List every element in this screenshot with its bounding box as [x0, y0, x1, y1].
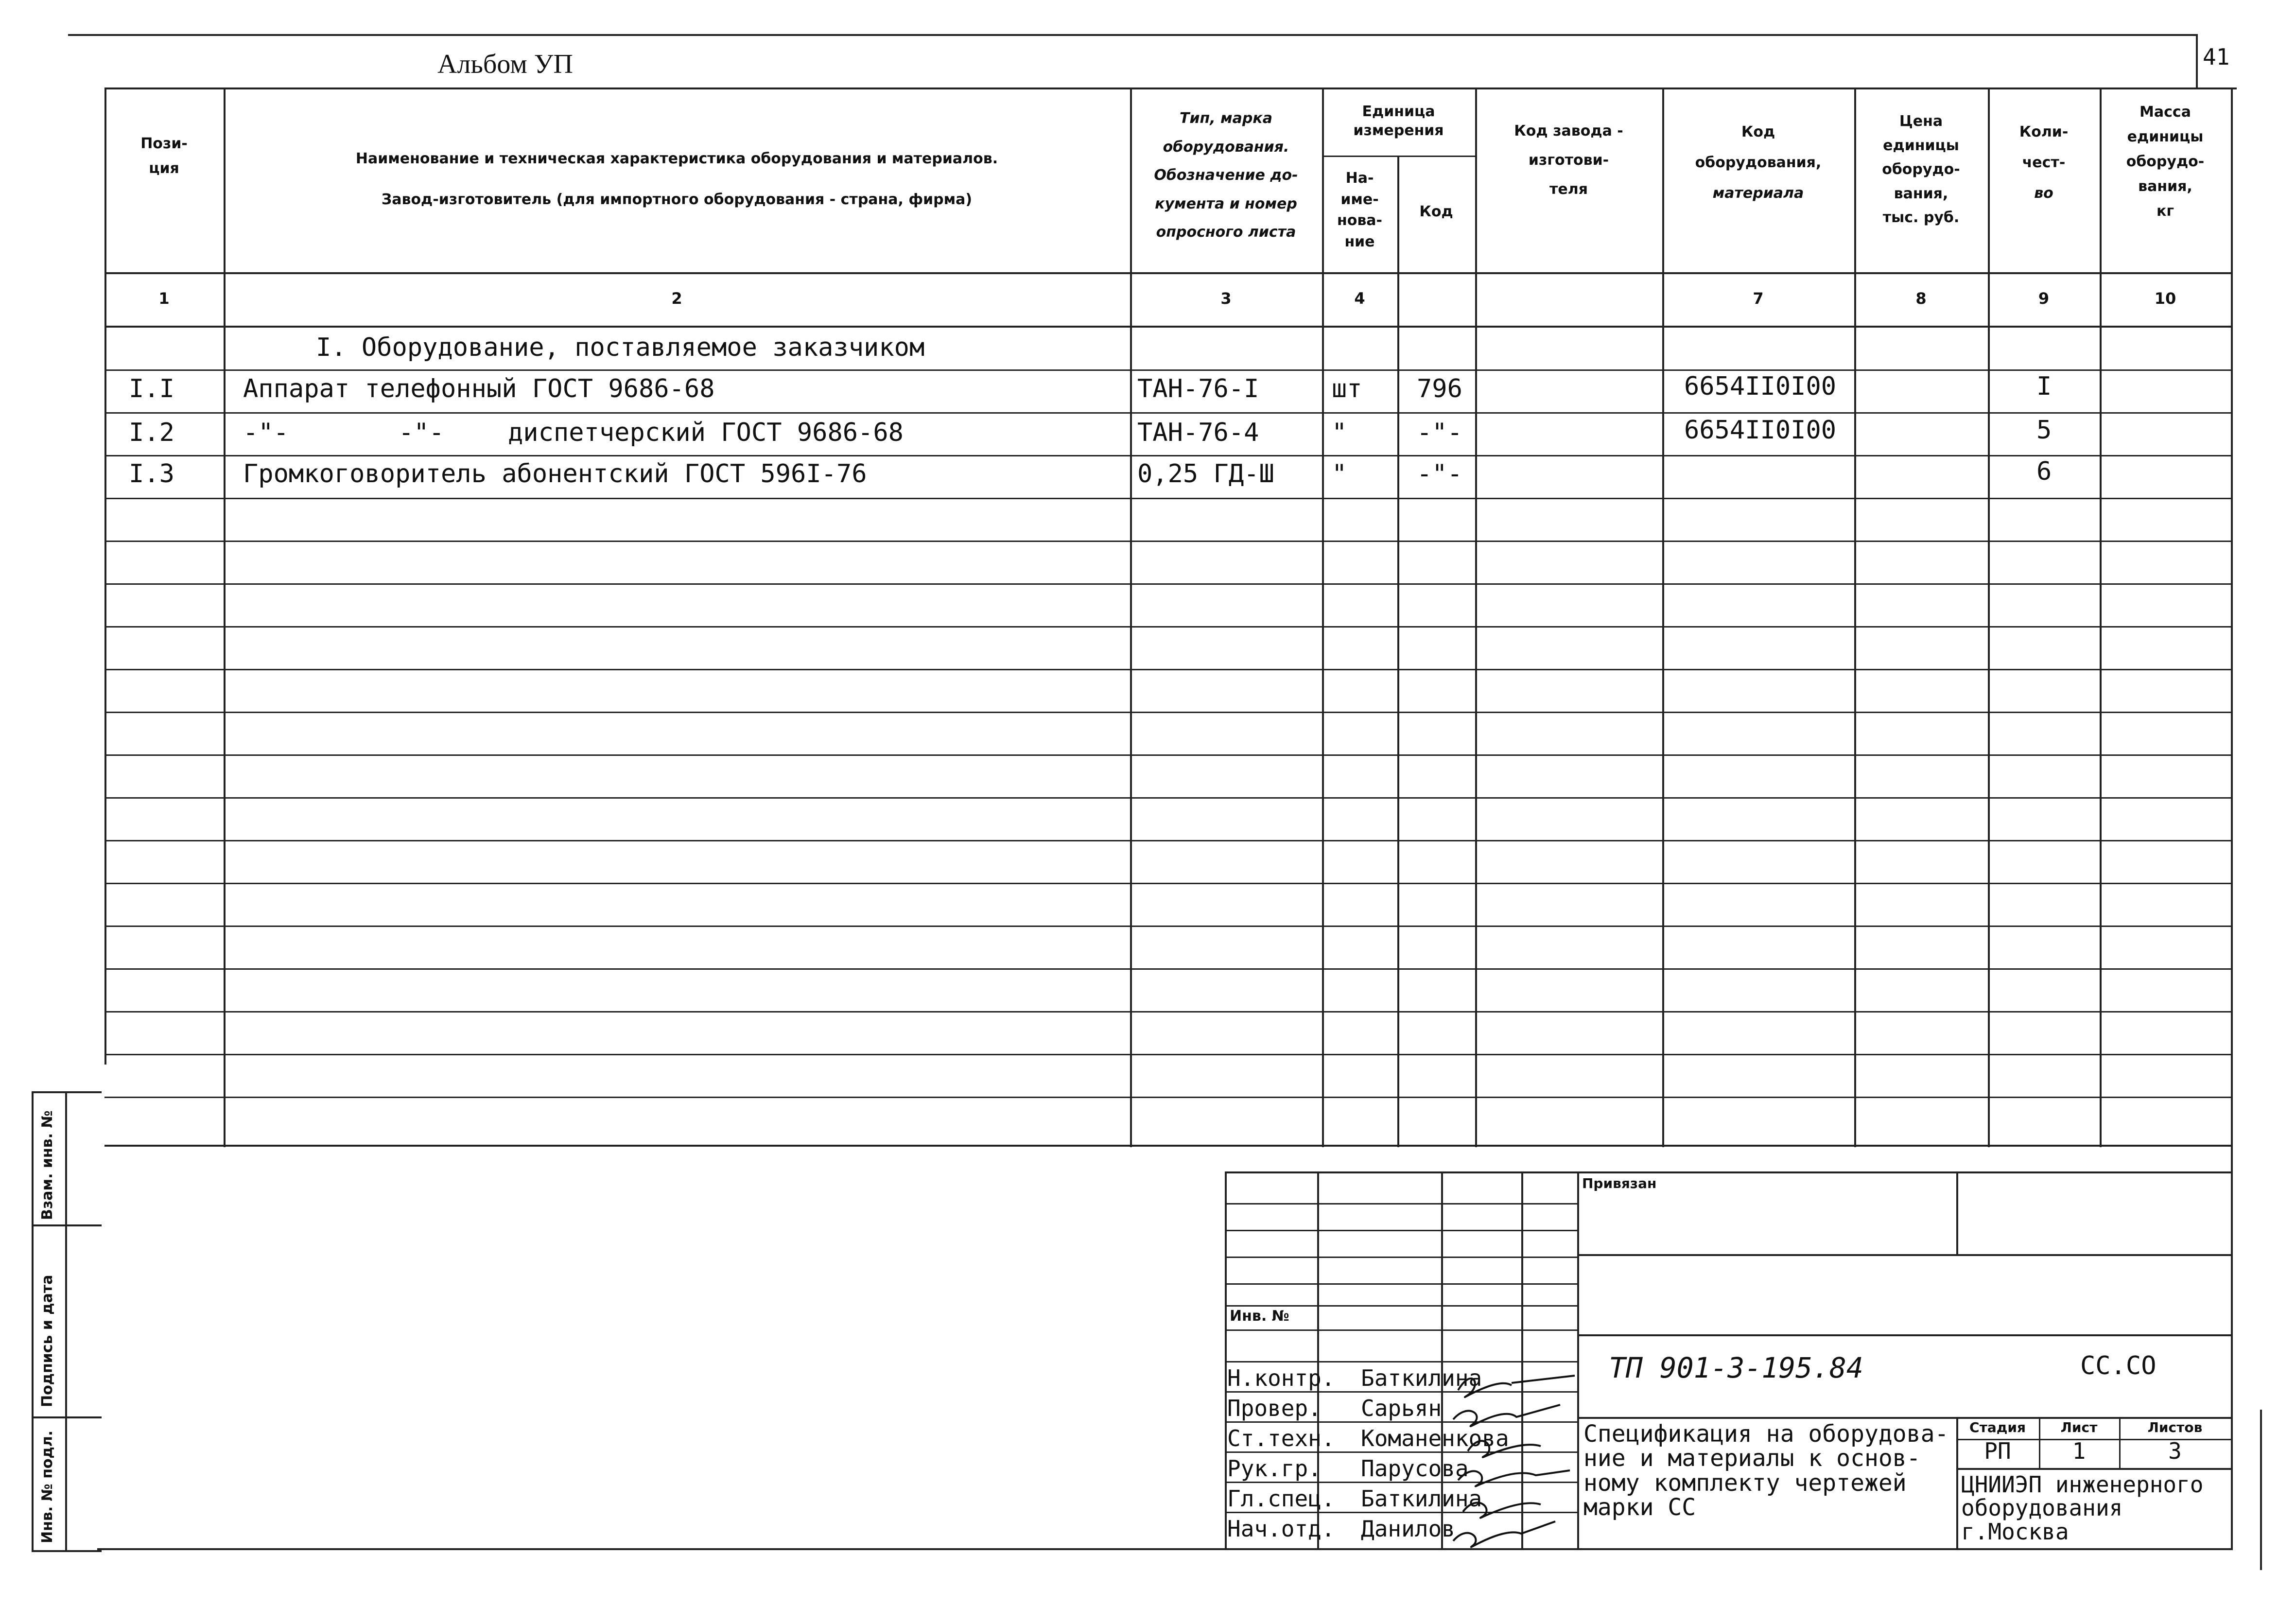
table-row-line	[104, 669, 2231, 670]
row-1-unit-code: 796	[1417, 374, 1462, 403]
frame-top	[104, 87, 2233, 89]
colnum-4: 4	[1354, 289, 1365, 308]
table-bottom-line	[104, 1145, 2231, 1147]
signer-5-role: Гл.спец.	[1227, 1485, 1335, 1512]
signer-3-name: Команенкова	[1361, 1425, 1509, 1451]
row-2-equip-code: 6654II0I00	[1684, 416, 1837, 445]
header-type: Тип, марка оборудования. Обозначение до- кумента и номер опросного листа	[1154, 110, 1298, 241]
side-stamp-vzam-inv: Взам. инв. №	[39, 1110, 56, 1220]
header-unit-group: Единица измерения	[1353, 103, 1444, 139]
colnum-2: 2	[671, 289, 682, 308]
title-block-row-line	[1225, 1283, 1577, 1285]
signer-5-name: Баткилина	[1361, 1485, 1482, 1512]
table-row-line	[104, 455, 2231, 456]
table-row-line	[104, 883, 2231, 884]
signature-scribbles	[1439, 1356, 1584, 1551]
table-row-line	[104, 797, 2231, 799]
col-sep-1	[224, 87, 226, 1147]
table-row-line	[104, 369, 2231, 371]
row-1-equip-code: 6654II0I00	[1684, 372, 1837, 401]
row-3-type: 0,25 ГД-Ш	[1137, 459, 1274, 489]
table-row-line	[104, 498, 2231, 499]
document-code: ТП 901-3-195.84	[1609, 1351, 1863, 1384]
row-2-name: диспетчерский ГОСТ 9686-68	[508, 418, 904, 447]
title-block-top	[1225, 1171, 2231, 1173]
table-row-line	[104, 412, 2231, 414]
row-1-name: Аппарат телефонный ГОСТ 9686-68	[243, 374, 715, 403]
organization: ЦНИИЭП инженерного оборудования г.Москва	[1961, 1471, 2204, 1545]
colnum-bottom-line	[104, 326, 2231, 328]
row-2-unit: "	[1332, 418, 1347, 447]
colnum-3: 3	[1220, 289, 1232, 308]
page-number-box	[2196, 34, 2237, 89]
sheets-value: 3	[2168, 1438, 2182, 1464]
signer-6-name: Данилов	[1361, 1516, 1455, 1542]
right-edge-mark	[2260, 1410, 2262, 1570]
row-3-name: Громкоговоритель абонентский ГОСТ 596I-76	[243, 459, 867, 489]
table-row-line	[104, 968, 2231, 970]
table-row-line	[104, 583, 2231, 585]
row-3-quantity: 6	[2036, 457, 2052, 486]
header-position: Пози- ция	[140, 135, 188, 177]
document-mark: СС.СО	[2080, 1351, 2157, 1380]
header-name: Наименование и техническая характеристика оборудования и материалов. Завод-изготовитель (для импортного оборудования - страна, фирма)	[355, 150, 998, 208]
col-sep-6	[1662, 87, 1664, 1147]
col-sep-8	[1988, 87, 1990, 1147]
header-price: Цена единицы оборудо- вания, тыс. руб.	[1882, 113, 1960, 226]
table-row-line	[104, 1054, 2231, 1055]
row-2-position: I.2	[129, 418, 174, 447]
header-mass: Масса единицы оборудо- вания, кг	[2126, 104, 2205, 220]
col-sep-4	[1397, 156, 1399, 1147]
row-1-quantity: I	[2036, 372, 2052, 401]
table-row-line	[104, 1097, 2231, 1098]
table-row-line	[104, 840, 2231, 841]
row-2-quantity: 5	[2036, 416, 2052, 445]
table-row-line	[104, 754, 2231, 756]
header-factory-code: Код завода - изготови- теля	[1514, 122, 1623, 198]
row-1-position: I.I	[129, 374, 174, 403]
signer-2-name: Сарьян	[1361, 1395, 1442, 1421]
row-3-position: I.3	[129, 459, 174, 489]
signature-2	[1453, 1405, 1560, 1426]
signature-1	[1458, 1376, 1575, 1397]
signature-3	[1468, 1441, 1541, 1457]
signer-1-name: Баткилина	[1361, 1365, 1482, 1391]
title-block-row-line	[1225, 1329, 1577, 1331]
signature-5	[1463, 1502, 1541, 1518]
signer-6-role: Нач.отд.	[1227, 1516, 1335, 1542]
table-row-line	[104, 1011, 2231, 1013]
header-quantity: Коли- чест- во	[2019, 123, 2069, 202]
privyazan-label: Привязан	[1582, 1175, 1657, 1191]
title-block-row-line	[1225, 1305, 1577, 1307]
top-rule	[68, 34, 2197, 36]
frame-right	[2231, 87, 2233, 1548]
colnum-7: 7	[1753, 289, 1764, 308]
table-row-line	[104, 541, 2231, 542]
signer-2-role: Провер.	[1227, 1395, 1322, 1421]
colnum-9: 9	[2038, 289, 2050, 308]
header-bottom-line	[104, 272, 2231, 274]
table-row-line	[104, 712, 2231, 713]
row-1-type: ТАН-76-I	[1137, 374, 1259, 403]
col-sep-9	[2100, 87, 2102, 1147]
row-1-unit: шт	[1332, 374, 1362, 403]
title-block-row-line	[1225, 1230, 1577, 1231]
frame-bottom	[97, 1548, 2233, 1550]
row-3-unit-code: -"-	[1417, 459, 1462, 489]
colnum-1: 1	[158, 289, 170, 308]
table-row-line	[104, 626, 2231, 628]
signer-4-role: Рук.гр.	[1227, 1455, 1322, 1482]
row-2-name-ditto-b: -"-	[399, 418, 444, 447]
document-description: Спецификация на оборудова- ние и материалы к основ- ному комплекту чертежей марки СС	[1583, 1420, 1949, 1521]
signature-4	[1458, 1470, 1570, 1486]
row-2-type: ТАН-76-4	[1137, 418, 1259, 447]
side-stamp-signature-date: Подпись и дата	[39, 1275, 56, 1407]
sheet-value: 1	[2072, 1438, 2086, 1464]
colnum-8: 8	[1915, 289, 1927, 308]
title-block-row-line	[1225, 1203, 1577, 1205]
side-stamp-inv-podl: Инв. № подл.	[39, 1430, 56, 1543]
col-sep-5	[1475, 87, 1477, 1147]
table-row-line	[104, 926, 2231, 927]
inv-no-label: Инв. №	[1230, 1308, 1289, 1325]
colnum-10: 10	[2154, 289, 2176, 308]
signer-1-role: Н.контр.	[1227, 1365, 1335, 1391]
row-3-unit: "	[1332, 459, 1347, 489]
header-unit-code: Код	[1419, 203, 1453, 220]
row-2-unit-code: -"-	[1417, 418, 1462, 447]
col-sep-7	[1854, 87, 1856, 1147]
title-block-row-line	[1225, 1257, 1577, 1258]
stage-label: Стадия	[1969, 1419, 2026, 1435]
page-number: 41	[2203, 44, 2230, 70]
signature-6	[1453, 1521, 1555, 1547]
header-equip-code: Код оборудования, материала	[1695, 123, 1822, 202]
sheet-label: Лист	[2060, 1419, 2098, 1435]
header-unit-name: На- име- нова- ние	[1337, 170, 1383, 250]
section-title: I. Оборудование, поставляемое заказчиком	[316, 333, 925, 362]
signer-4-name: Парусова	[1361, 1455, 1469, 1482]
row-2-name-ditto-a: -"-	[243, 418, 289, 447]
frame-left	[104, 87, 106, 1065]
album-label: Альбом УП	[437, 49, 573, 79]
stage-value: РП	[1984, 1438, 2011, 1464]
sheets-label: Листов	[2147, 1419, 2203, 1435]
title-block-left	[1225, 1171, 1227, 1548]
signer-3-role: Ст.техн.	[1227, 1425, 1335, 1451]
